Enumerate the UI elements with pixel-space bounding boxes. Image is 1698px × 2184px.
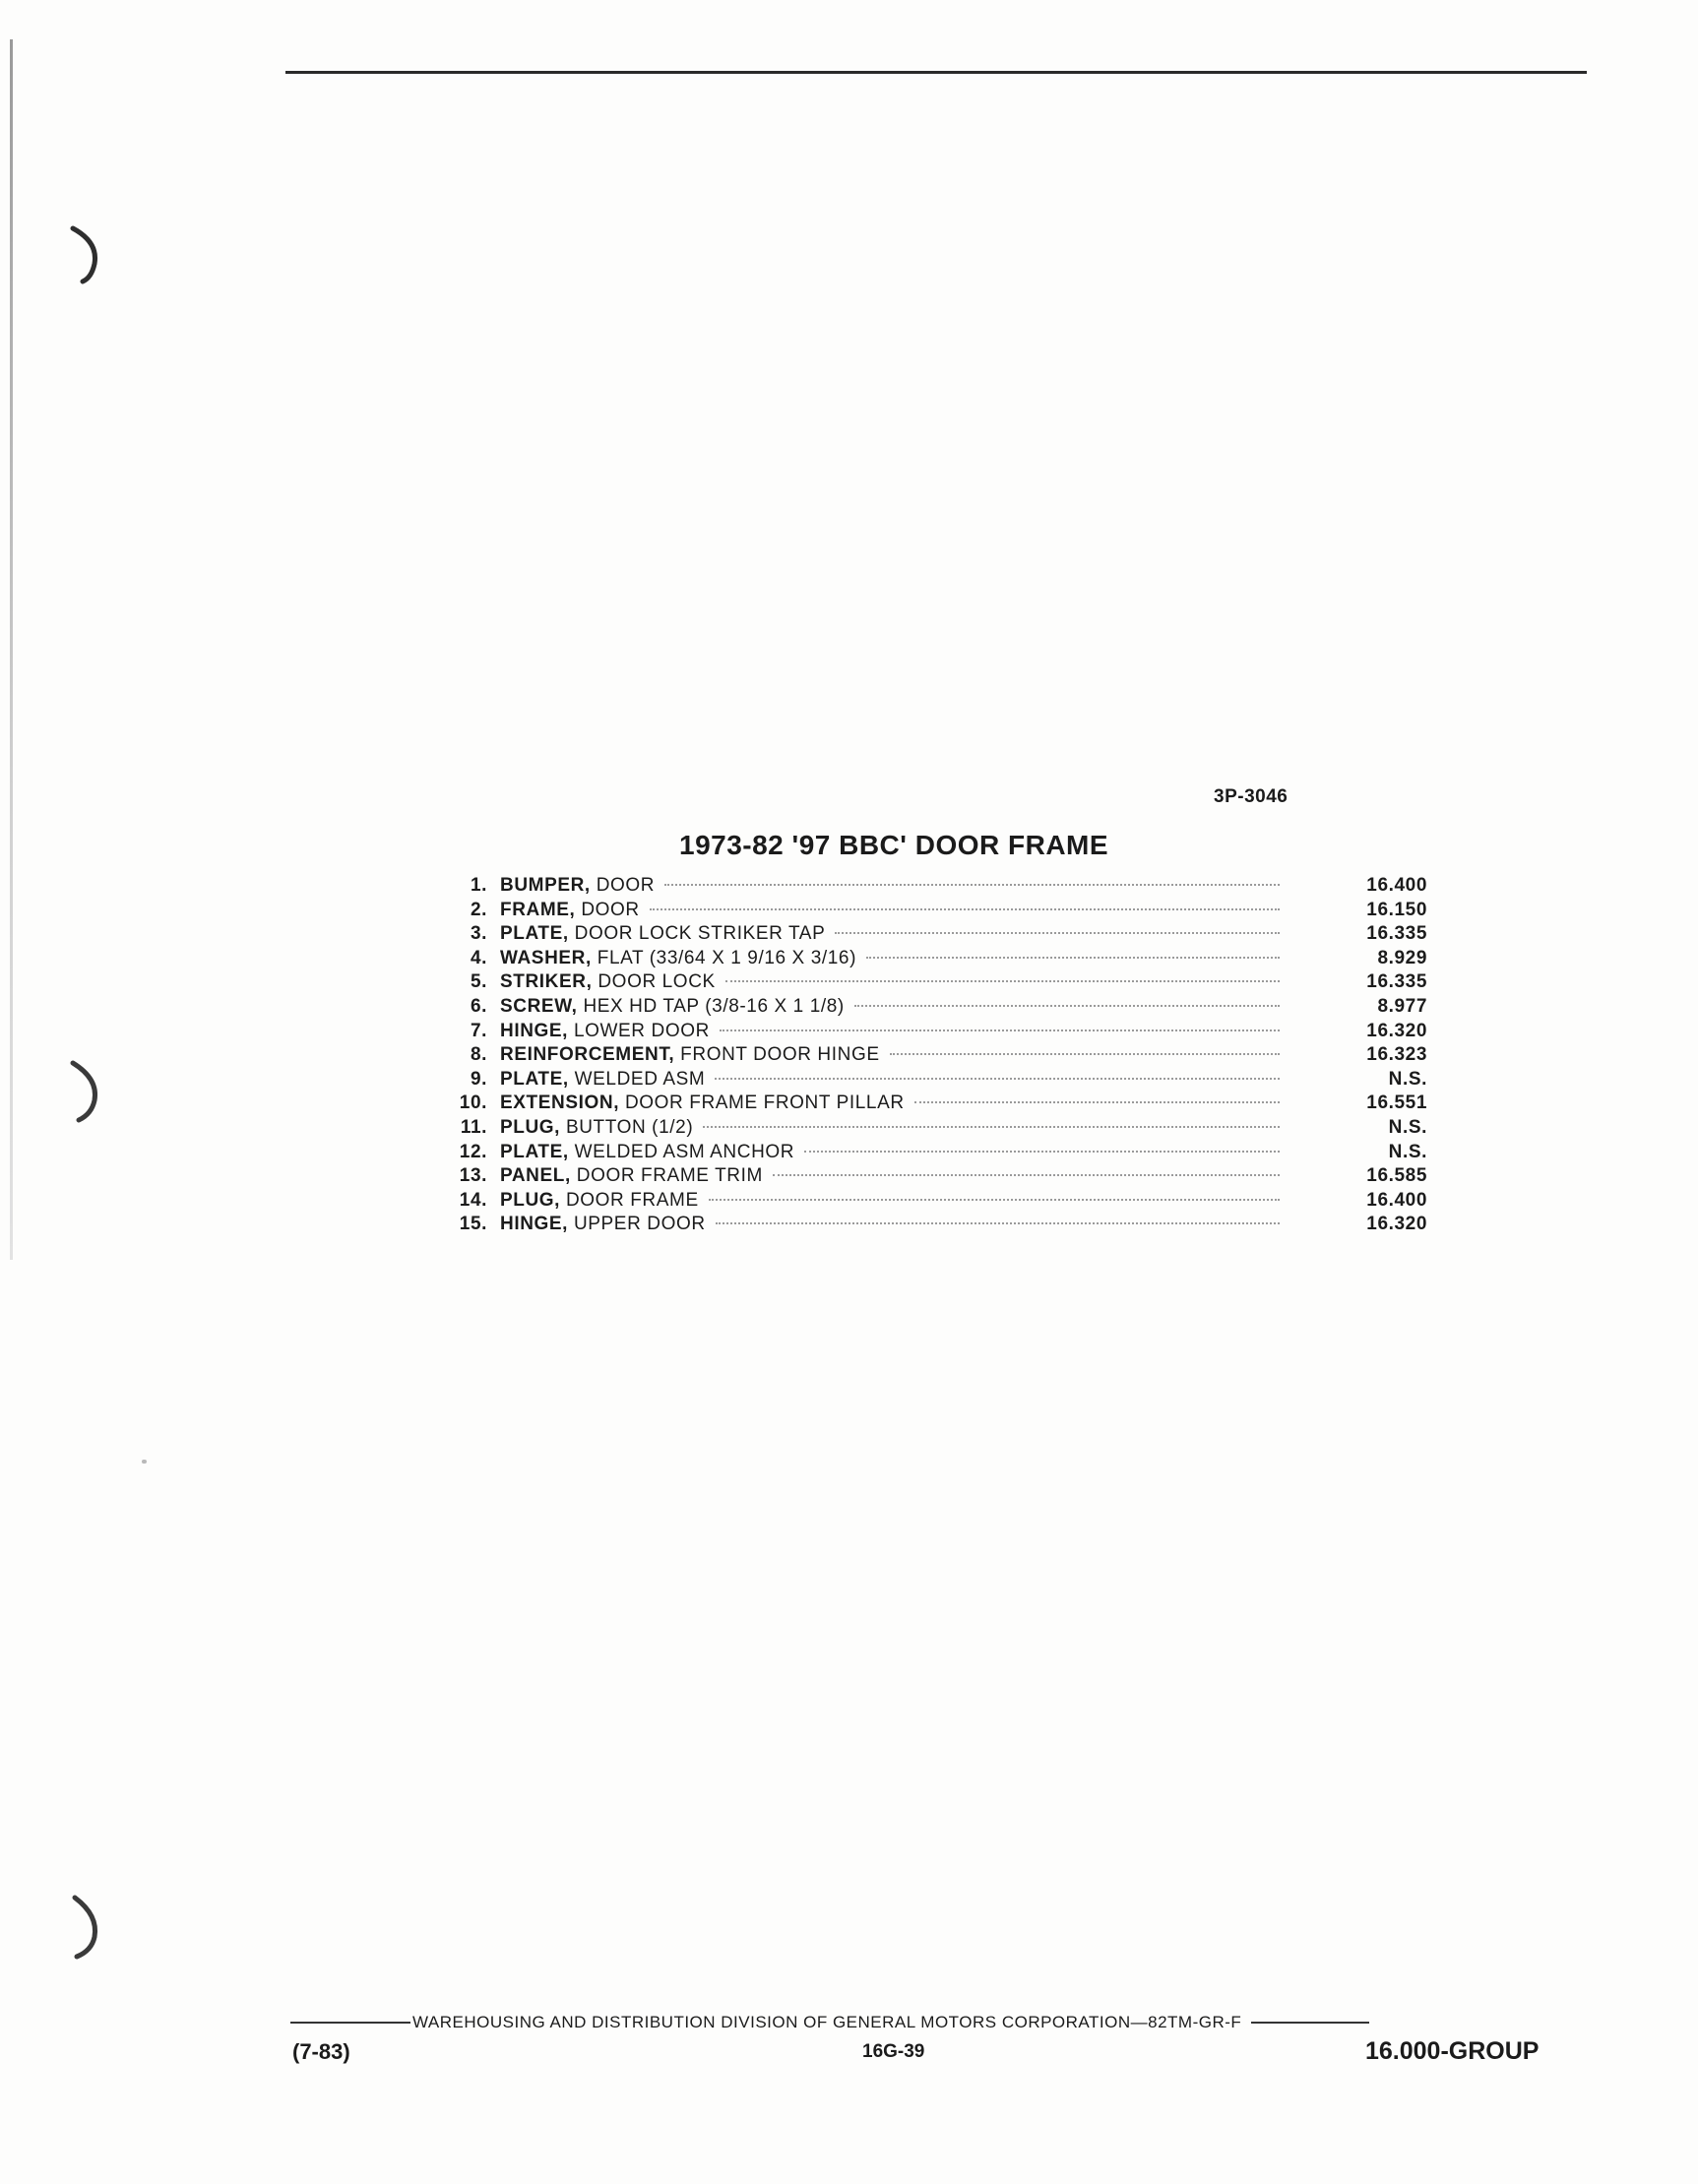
item-detail: BUTTON (1/2) — [560, 1116, 694, 1138]
item-number: 1. — [470, 875, 487, 896]
item-group-number: 16.320 — [1366, 1020, 1427, 1041]
item-number: 9. — [470, 1068, 487, 1090]
dot-leader — [703, 1126, 1280, 1128]
item-description — [500, 1189, 1280, 1214]
item-number: 11. — [460, 1116, 487, 1138]
item-group-number: 16.335 — [1366, 971, 1427, 993]
parts-list — [384, 874, 1427, 1237]
item-name: REINFORCEMENT, — [500, 1044, 675, 1066]
item-detail: DOOR FRAME FRONT PILLAR — [619, 1092, 905, 1114]
item-name: HINGE, — [500, 1020, 569, 1041]
item-detail: FRONT DOOR HINGE — [674, 1044, 880, 1066]
list-item — [384, 922, 1427, 947]
dot-leader — [715, 1078, 1280, 1080]
item-detail: DOOR FRAME — [560, 1189, 699, 1211]
item-number: 4. — [470, 947, 487, 968]
list-item — [384, 1164, 1427, 1189]
item-group-number: 16.320 — [1366, 1214, 1427, 1235]
item-description — [500, 1068, 1280, 1092]
item-description — [500, 1164, 1280, 1189]
item-detail: LOWER DOOR — [568, 1020, 710, 1041]
binder-hole-mark — [69, 1888, 108, 1966]
item-name: BUMPER, — [500, 875, 591, 896]
item-description — [500, 1092, 1280, 1116]
dot-leader — [773, 1174, 1280, 1176]
dot-leader — [716, 1222, 1280, 1224]
item-name: PLUG, — [500, 1116, 561, 1138]
item-group-number: N.S. — [1388, 1141, 1427, 1162]
item-description — [500, 970, 1280, 995]
item-detail: WELDED ASM ANCHOR — [568, 1141, 795, 1162]
footer-publisher: WAREHOUSING AND DISTRIBUTION DIVISION OF GENERAL MOTORS CORPORATION—82TM-GR-F — [412, 2013, 1242, 2031]
item-description — [500, 995, 1280, 1020]
binder-hole-mark — [69, 215, 108, 293]
list-item — [384, 1213, 1427, 1237]
page-title: 1973-82 '97 BBC' DOOR FRAME — [679, 830, 1109, 860]
dot-leader — [725, 980, 1280, 982]
list-item — [384, 1141, 1427, 1165]
item-description — [500, 1020, 1280, 1044]
item-group-number: 8.929 — [1377, 947, 1427, 968]
page-number: 16G-39 — [862, 2041, 925, 2062]
list-item — [384, 1116, 1427, 1141]
item-name: FRAME, — [500, 899, 576, 920]
footer-group: 16.000-GROUP — [1365, 2037, 1540, 2065]
item-group-number: 16.585 — [1366, 1165, 1427, 1187]
item-group-number: 8.977 — [1377, 995, 1427, 1017]
item-name: PLATE, — [500, 1068, 569, 1090]
footer-date: (7-83) — [292, 2039, 350, 2064]
list-item — [384, 874, 1427, 899]
item-group-number: 16.400 — [1366, 1189, 1427, 1211]
item-description — [500, 1116, 1280, 1141]
dot-leader — [835, 932, 1280, 934]
item-number: 7. — [470, 1020, 487, 1041]
item-description — [500, 1141, 1280, 1165]
item-group-number: 16.323 — [1366, 1044, 1427, 1066]
item-description — [500, 1213, 1280, 1237]
item-name: PLATE, — [500, 1141, 569, 1162]
dot-leader — [890, 1053, 1280, 1055]
item-description — [500, 899, 1280, 923]
footer-dash-right — [1251, 2022, 1369, 2024]
item-group-number: 16.150 — [1366, 899, 1427, 920]
item-group-number: 16.551 — [1366, 1092, 1427, 1114]
item-number: 3. — [470, 923, 487, 945]
header-rule — [285, 71, 1587, 74]
list-item — [384, 995, 1427, 1020]
item-name: SCREW, — [500, 995, 578, 1017]
dot-leader — [804, 1151, 1280, 1153]
item-number: 8. — [470, 1044, 487, 1066]
list-item — [384, 899, 1427, 923]
dot-leader — [709, 1199, 1280, 1201]
item-description — [500, 1043, 1280, 1068]
list-item — [384, 970, 1427, 995]
list-item — [384, 1068, 1427, 1092]
footer-publisher-line — [290, 2013, 1550, 2032]
item-description — [500, 874, 1280, 899]
item-name: HINGE, — [500, 1214, 569, 1235]
item-description — [500, 947, 1280, 971]
page-left-edge — [10, 39, 13, 1260]
binder-hole-mark — [69, 1051, 108, 1130]
dot-leader — [650, 908, 1280, 910]
item-detail: DOOR FRAME TRIM — [570, 1165, 763, 1187]
item-group-number: N.S. — [1388, 1068, 1427, 1090]
item-number: 12. — [459, 1141, 487, 1162]
item-detail: FLAT (33/64 X 1 9/16 X 3/16) — [591, 947, 856, 968]
item-name: PLUG, — [500, 1189, 561, 1211]
dot-leader — [854, 1005, 1280, 1007]
item-detail: WELDED ASM — [568, 1068, 706, 1090]
dot-leader — [866, 957, 1280, 959]
item-detail: DOOR — [590, 875, 656, 896]
item-detail: DOOR LOCK STRIKER TAP — [568, 923, 826, 945]
item-number: 5. — [470, 971, 487, 993]
item-group-number: 16.400 — [1366, 875, 1427, 896]
item-number: 2. — [470, 899, 487, 920]
list-item — [384, 947, 1427, 971]
item-description — [500, 922, 1280, 947]
item-detail: DOOR — [575, 899, 640, 920]
item-number: 6. — [470, 995, 487, 1017]
footer-dash-left — [290, 2022, 410, 2024]
list-item — [384, 1020, 1427, 1044]
item-number: 14. — [459, 1189, 487, 1211]
list-item — [384, 1092, 1427, 1116]
item-number: 15. — [459, 1214, 487, 1235]
item-name: STRIKER, — [500, 971, 593, 993]
item-group-number: N.S. — [1388, 1116, 1427, 1138]
item-detail: HEX HD TAP (3/8-16 X 1 1/8) — [577, 995, 845, 1017]
list-item — [384, 1043, 1427, 1068]
dot-leader — [720, 1030, 1280, 1031]
item-detail: DOOR LOCK — [592, 971, 716, 993]
list-item — [384, 1189, 1427, 1214]
item-number: 10. — [459, 1092, 487, 1114]
item-name: PANEL, — [500, 1165, 571, 1187]
item-group-number: 16.335 — [1366, 923, 1427, 945]
item-detail: UPPER DOOR — [568, 1214, 706, 1235]
stray-mark — [142, 1460, 147, 1464]
item-name: PLATE, — [500, 923, 569, 945]
dot-leader — [914, 1101, 1280, 1103]
figure-code: 3P-3046 — [1214, 786, 1289, 807]
item-name: WASHER, — [500, 947, 592, 968]
item-number: 13. — [459, 1165, 487, 1187]
item-name: EXTENSION, — [500, 1092, 620, 1114]
dot-leader — [664, 884, 1280, 886]
